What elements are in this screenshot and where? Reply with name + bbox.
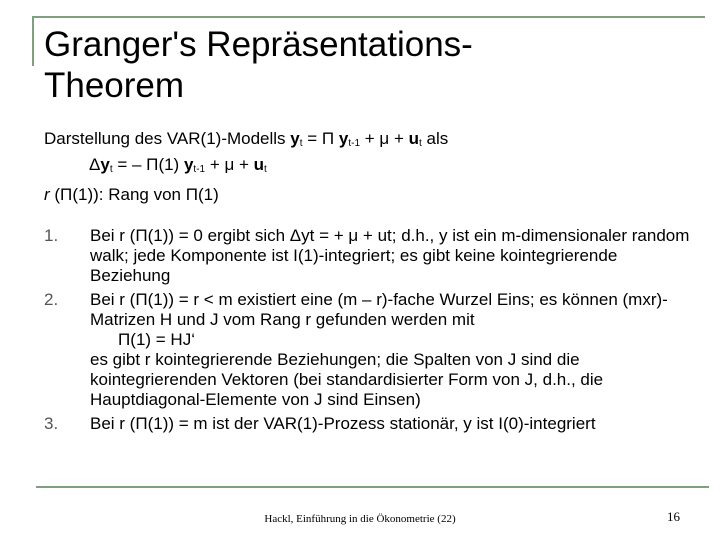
eq2-mid: = – Π(1) [112,155,184,174]
eq1-y: y [290,129,300,148]
item-text-b: es gibt r kointegrierende Beziehungen; die Spalten von J sind die kointegrierenden Vektoren (bei standardisierter Form von J, d.h., die Hauptdiagonal-Elemente von J sind Einsen) [90,350,604,409]
eq1-sub-ut: t [418,138,422,149]
list-item-2 [44,290,692,410]
item-text: Bei r (Π(1)) = m ist der VAR(1)-Prozess stationär, y ist I(0)-integriert [90,414,596,433]
eq1-u: u [408,129,419,148]
item-text-a: Bei r (Π(1)) = r < m existiert eine (m – r)-fache Wurzel Eins; es können (mxr)-Matrizen H und J vom Rang r gefunden werden mit [90,290,668,329]
eq2-sub-t: t [109,164,113,175]
intro-line [44,128,448,154]
rank-definition [44,184,219,205]
eq1-mid: = Π [302,129,339,148]
slide-title [44,24,473,106]
footer-line [36,486,709,488]
item-number: 1. [44,226,59,245]
item-formula: Π(1) = HJ‘ [118,330,195,349]
footer-text: Hackl, Einführung in die Ökonometrie (22) [264,513,456,525]
rank-rest: (Π(1)): Rang von Π(1) [49,185,219,204]
eq1-plus: + μ + [360,129,409,148]
list-item-3 [44,414,692,434]
eq1-y-lag: y [338,129,349,148]
eq2-delta: Δ [89,155,101,174]
page-number: 16 [667,509,680,524]
title-line-1: Granger's Repräsentations- [44,25,473,64]
item-text: Bei r (Π(1)) = 0 ergibt sich Δyt = + μ + ut; d.h., y ist ein m-dimensionaler random walk; jede Komponente ist I(1)-integriert; es gibt keine kointegrierende Beziehung [90,226,690,285]
eq1-sub-t1: t-1 [348,138,361,149]
intro-suffix: als [421,129,449,148]
title-line-2: Theorem [44,66,185,105]
intro-prefix: Darstellung des VAR(1)-Modells [44,129,291,148]
equation-2 [44,154,448,180]
eq1-sub-t: t [299,138,303,149]
eq2-plus: + μ + [205,155,254,174]
item-number: 2. [44,290,59,309]
rank-r: r [44,185,50,204]
item-number: 3. [44,414,59,433]
eq2-sub-ut: t [264,164,267,175]
list-item-1 [44,226,692,286]
eq2-y: y [100,155,110,174]
case-list [44,226,692,438]
frame-left-line [32,16,34,66]
eq2-u: u [253,155,265,174]
eq2-y-lag: y [183,155,194,174]
frame-top-line [32,16,705,18]
intro-block [44,128,448,180]
eq2-sub-t1: t-1 [193,164,206,175]
